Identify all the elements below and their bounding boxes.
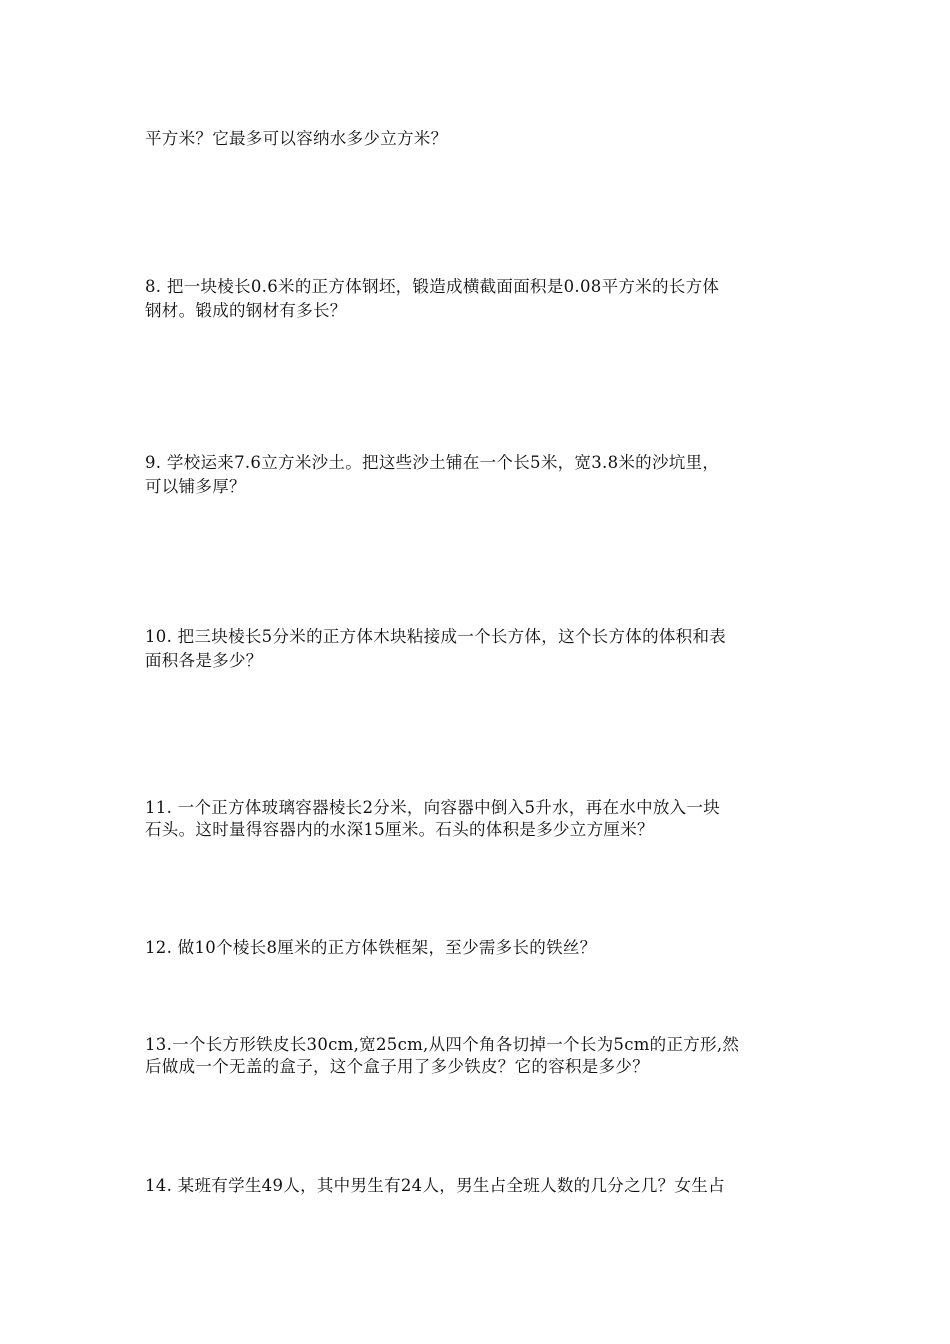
problem-10-line-1: 10. 把三块棱长5分米的正方体木块粘接成一个长方体，这个长方体的体积和表 (145, 627, 727, 646)
problem-10-line-2: 面积各是多少？ (145, 651, 263, 670)
problem-13-line-1: 13.一个长方形铁皮长30cm,宽25cm,从四个角各切掉一个长为5cm的正方形,然 (145, 1035, 740, 1054)
problem-8-line-1: 8. 把一块棱长0.6米的正方体钢坯，锻造成横截面面积是0.08平方米的长方体 (145, 277, 720, 296)
problem-11-line-1: 11. 一个正方体玻璃容器棱长2分米，向容器中倒入5升水，再在水中放入一块 (145, 798, 721, 817)
problem-14-line-1: 14. 某班有学生49人，其中男生有24人，男生占全班人数的几分之几？女生占 (145, 1176, 725, 1195)
problem-9-line-2: 可以铺多厚？ (145, 477, 246, 496)
problem-11-line-2: 石头。这时量得容器内的水深15厘米。石头的体积是多少立方厘米？ (145, 820, 654, 839)
problem-9-line-1: 9. 学校运来7.6立方米沙土。把这些沙土铺在一个长5米，宽3.8米的沙坑里， (145, 453, 720, 472)
problem-13-line-2: 后做成一个无盖的盒子，这个盒子用了多少铁皮？它的容积是多少？ (145, 1057, 649, 1076)
problem-8-line-2: 钢材。锻成的钢材有多长？ (145, 301, 347, 320)
problem-12-line-1: 12. 做10个棱长8厘米的正方体铁框架，至少需多长的铁丝？ (145, 938, 597, 957)
continuation-line: 平方米？它最多可以容纳水多少立方米？ (145, 129, 448, 148)
